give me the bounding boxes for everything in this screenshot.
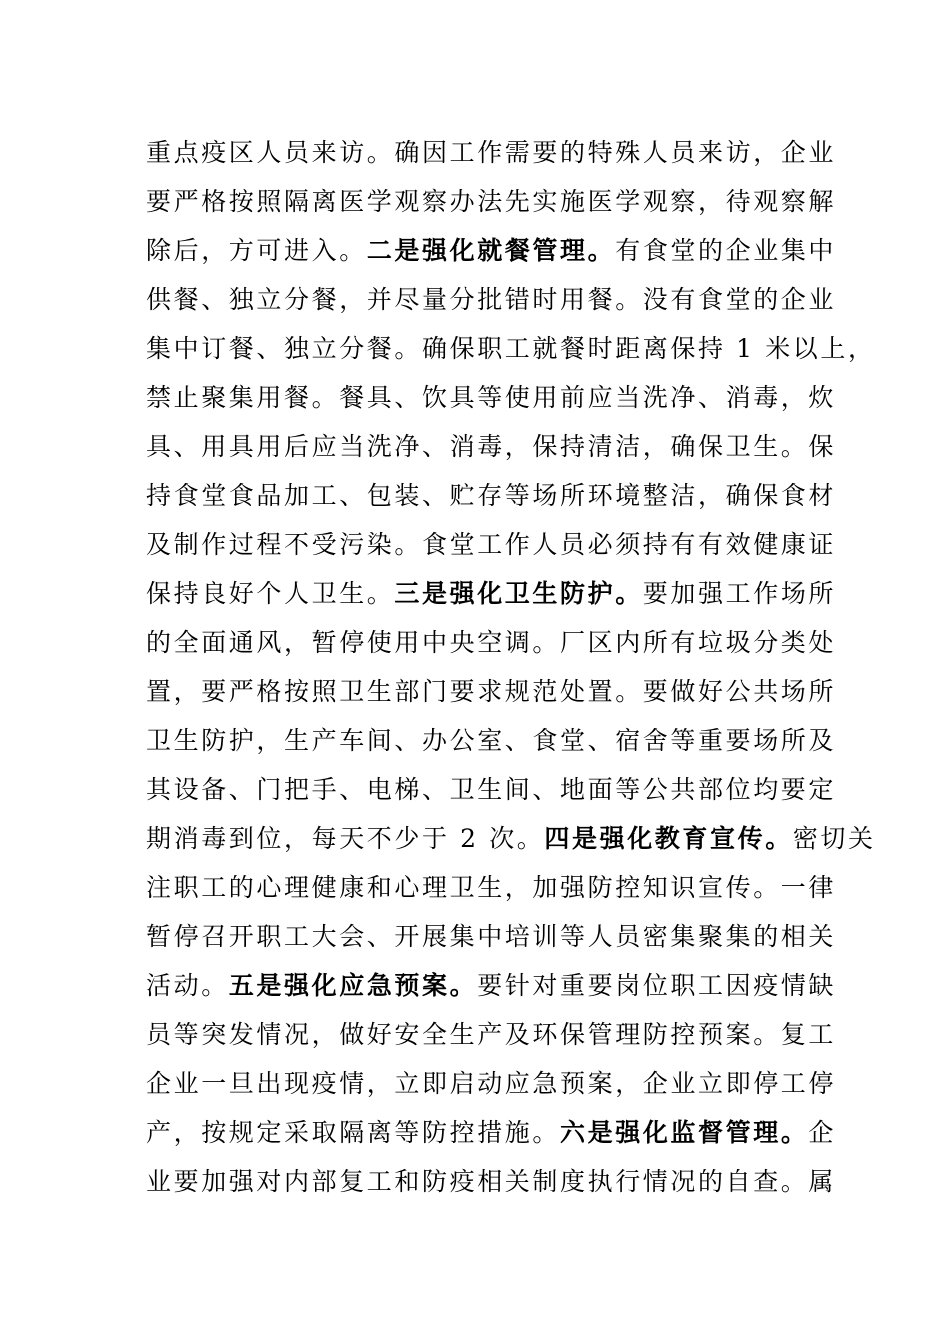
bold-heading-text: 六是强化监督管理。 [560, 1118, 809, 1147]
body-text-segment: 产，按规定采取隔离等防控措施。 [146, 1118, 561, 1147]
body-text-segment: 其设备、门把手、电梯、卫生间、地面等公共部位均要定 [146, 775, 837, 804]
body-text-segment: 密切关 [792, 824, 876, 853]
body-text-segment: 重点疫区人员来访。确因工作需要的特殊人员来访，企业 [146, 138, 837, 167]
text-line [146, 1010, 837, 1059]
text-line [146, 716, 837, 765]
text-line [146, 667, 837, 716]
text-line [146, 863, 837, 912]
body-text-segment: 活动。 [146, 971, 229, 1000]
body-text-segment: 要针对重要岗位职工因疫情缺 [477, 971, 837, 1000]
text-line [146, 471, 837, 520]
body-text-segment: 的全面通风，暂停使用中央空调。厂区内所有垃圾分类处 [146, 628, 837, 657]
body-text-segment: 企业一旦出现疫情，立即启动应急预案，企业立即停工停 [146, 1069, 837, 1098]
bold-heading-text: 二是强化就餐管理。 [366, 236, 616, 265]
text-line [146, 765, 837, 814]
body-text-segment: 要加强工作场所 [642, 579, 837, 608]
text-line [146, 373, 837, 422]
body-text-segment: 注职工的心理健康和心理卫生，加强防控知识宣传。一律 [146, 873, 837, 902]
text-line [146, 1059, 837, 1108]
body-text-segment: 集中订餐、独立分餐。确保职工就餐时距离保持 1 米以上， [146, 334, 876, 363]
body-text-segment: 及制作过程不受污染。食堂工作人员必须持有有效健康证 [146, 530, 837, 559]
body-text-segment: 除后，方可进入。 [146, 236, 367, 265]
body-text-segment: 企 [808, 1118, 837, 1147]
text-line [146, 324, 876, 373]
text-line [146, 618, 837, 667]
bold-heading-text: 四是强化教育宣传。 [544, 824, 793, 853]
text-line [146, 814, 876, 863]
body-text-segment: 期消毒到位，每天不少于 2 次。 [146, 824, 545, 853]
text-line [146, 569, 837, 618]
body-text-segment: 持食堂食品加工、包装、贮存等场所环境整洁，确保食材 [146, 481, 837, 510]
text-line [146, 520, 837, 569]
body-text-segment: 卫生防护，生产车间、办公室、食堂、宿舍等重要场所及 [146, 726, 837, 755]
body-text-segment: 置，要严格按照卫生部门要求规范处置。要做好公共场所 [146, 677, 837, 706]
bold-heading-text: 三是强化卫生防护。 [394, 579, 643, 608]
body-text-segment: 供餐、独立分餐，并尽量分批错时用餐。没有食堂的企业 [146, 285, 837, 314]
text-line [146, 1157, 837, 1206]
text-line [146, 912, 837, 961]
text-line [146, 275, 837, 324]
text-line [146, 177, 837, 226]
body-text-segment: 具、用具用后应当洗净、消毒，保持清洁，确保卫生。保 [146, 432, 837, 461]
body-text-segment: 禁止聚集用餐。餐具、饮具等使用前应当洗净、消毒，炊 [146, 383, 837, 412]
body-text-segment: 暂停召开职工大会、开展集中培训等人员密集聚集的相关 [146, 922, 837, 951]
text-line [146, 1108, 837, 1157]
body-text-segment: 员等突发情况，做好安全生产及环保管理防控预案。复工 [146, 1020, 837, 1049]
body-text-segment: 业要加强对内部复工和防疫相关制度执行情况的自查。属 [146, 1167, 837, 1196]
body-text-segment: 保持良好个人卫生。 [146, 579, 395, 608]
text-line [146, 961, 837, 1010]
text-line [146, 422, 837, 471]
body-text-segment: 有食堂的企业集中 [615, 236, 837, 265]
text-line [146, 226, 837, 275]
bold-heading-text: 五是强化应急预案。 [228, 971, 478, 1000]
body-text-segment: 要严格按照隔离医学观察办法先实施医学观察，待观察解 [146, 187, 837, 216]
body-text [146, 128, 876, 1206]
text-line [146, 128, 837, 177]
